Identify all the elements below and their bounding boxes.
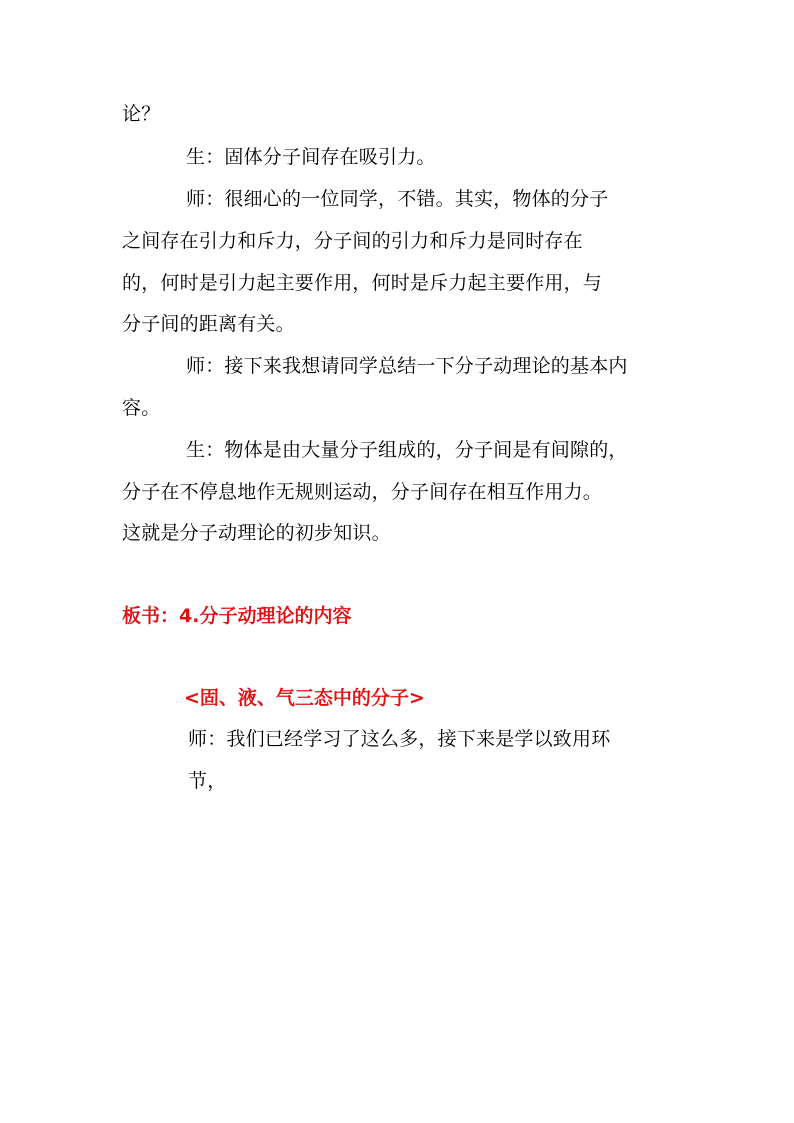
text-line-2: 生：固体分子间存在吸引力。 [186,146,436,168]
closing-line-2: 节， [188,770,227,792]
closing-line-1: 师：我们已经学习了这么多，接下来是学以致用环 [188,728,611,750]
text-line-9: 生：物体是由大量分子组成的，分子间是有间隙的， [186,439,628,461]
text-line-8: 容。 [122,397,161,419]
text-line-4: 之间存在引力和斥力，分子间的引力和斥力是同时存在 [122,230,583,252]
board-heading: 板书：4.分子动理论的内容 [122,605,352,627]
text-line-1: 论？ [122,103,161,125]
text-line-11: 这就是分子动理论的初步知识。 [122,522,391,544]
text-line-7: 师：接下来我想请同学总结一下分子动理论的基本内 [186,355,628,377]
text-line-6: 分子间的距离有关。 [122,313,295,335]
text-line-3: 师：很细心的一位同学，不错。其实，物体的分子 [186,188,609,210]
text-line-5: 的，何时是引力起主要作用，何时是斥力起主要作用，与 [122,272,603,294]
section-heading: <固、液、气三态中的分子> [184,687,425,709]
text-line-10: 分子在不停息地作无规则运动，分子间存在相互作用力。 [122,481,603,503]
